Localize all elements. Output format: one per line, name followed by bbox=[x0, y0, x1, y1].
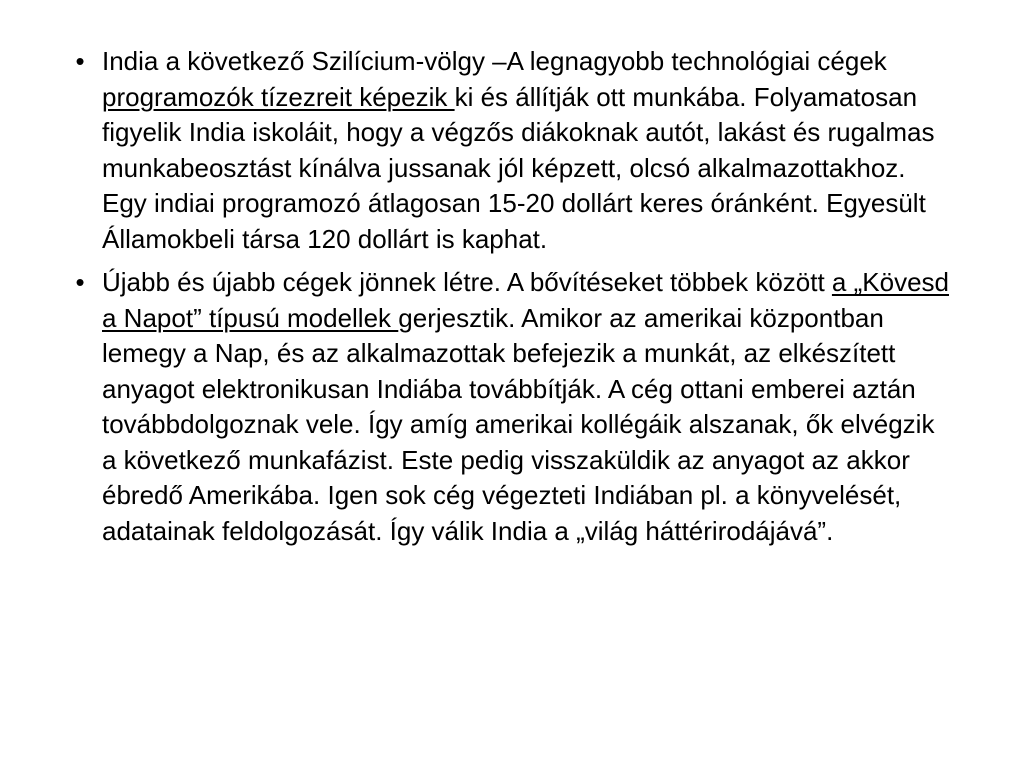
bullet-list bbox=[62, 44, 952, 549]
bullet-marker: • bbox=[75, 267, 85, 297]
bullet-item-follow-the-sun bbox=[62, 265, 952, 549]
bullet-text: India a következő Szilícium-völgy –A legnagyobb technológiai cégek bbox=[102, 46, 887, 76]
slide-body bbox=[62, 44, 952, 557]
bullet-marker: • bbox=[75, 46, 85, 76]
bullet-item-india-silicon-valley bbox=[62, 44, 952, 257]
underlined-phrase: a „Kövesd a Napot” típusú modellek bbox=[102, 267, 949, 333]
bullet-text: ki és állítják ott munkába. Folyamatosan figyelik India iskoláit, hogy a végzős diákoknak autót, lakást és rugalmas munkabeosztást kínálva jussanak jól képzett, olcsó alkalmazottakhoz. Egy indiai programozó átlagosan 15-20 dollárt keres óránként. Egyesült Államokbeli társa 120 dollárt is kaphat. bbox=[102, 81, 935, 254]
underlined-phrase: programozók tízezreit képezik bbox=[102, 81, 455, 112]
bullet-text: gerjesztik. Amikor az amerikai központban lemegy a Nap, és az alkalmazottak befejezik a munkát, az elkészített anyagot elektronikusan Indiába továbbítják. A cég ottani emberei aztán továbbdolgoznak vele. Így amíg amerikai kollégáik alszanak, ők elvégzik a következő munkafázist. Este pedig visszaküldik az anyagot az akkor ébredő Amerikába. Igen sok cég végezteti Indiában pl. a könyvelését, adatainak feldolgozását. Így válik India a „világ háttérirodájává”. bbox=[102, 302, 935, 546]
bullet-text: Újabb és újabb cégek jönnek létre. A bővítéseket többek között bbox=[102, 267, 832, 297]
